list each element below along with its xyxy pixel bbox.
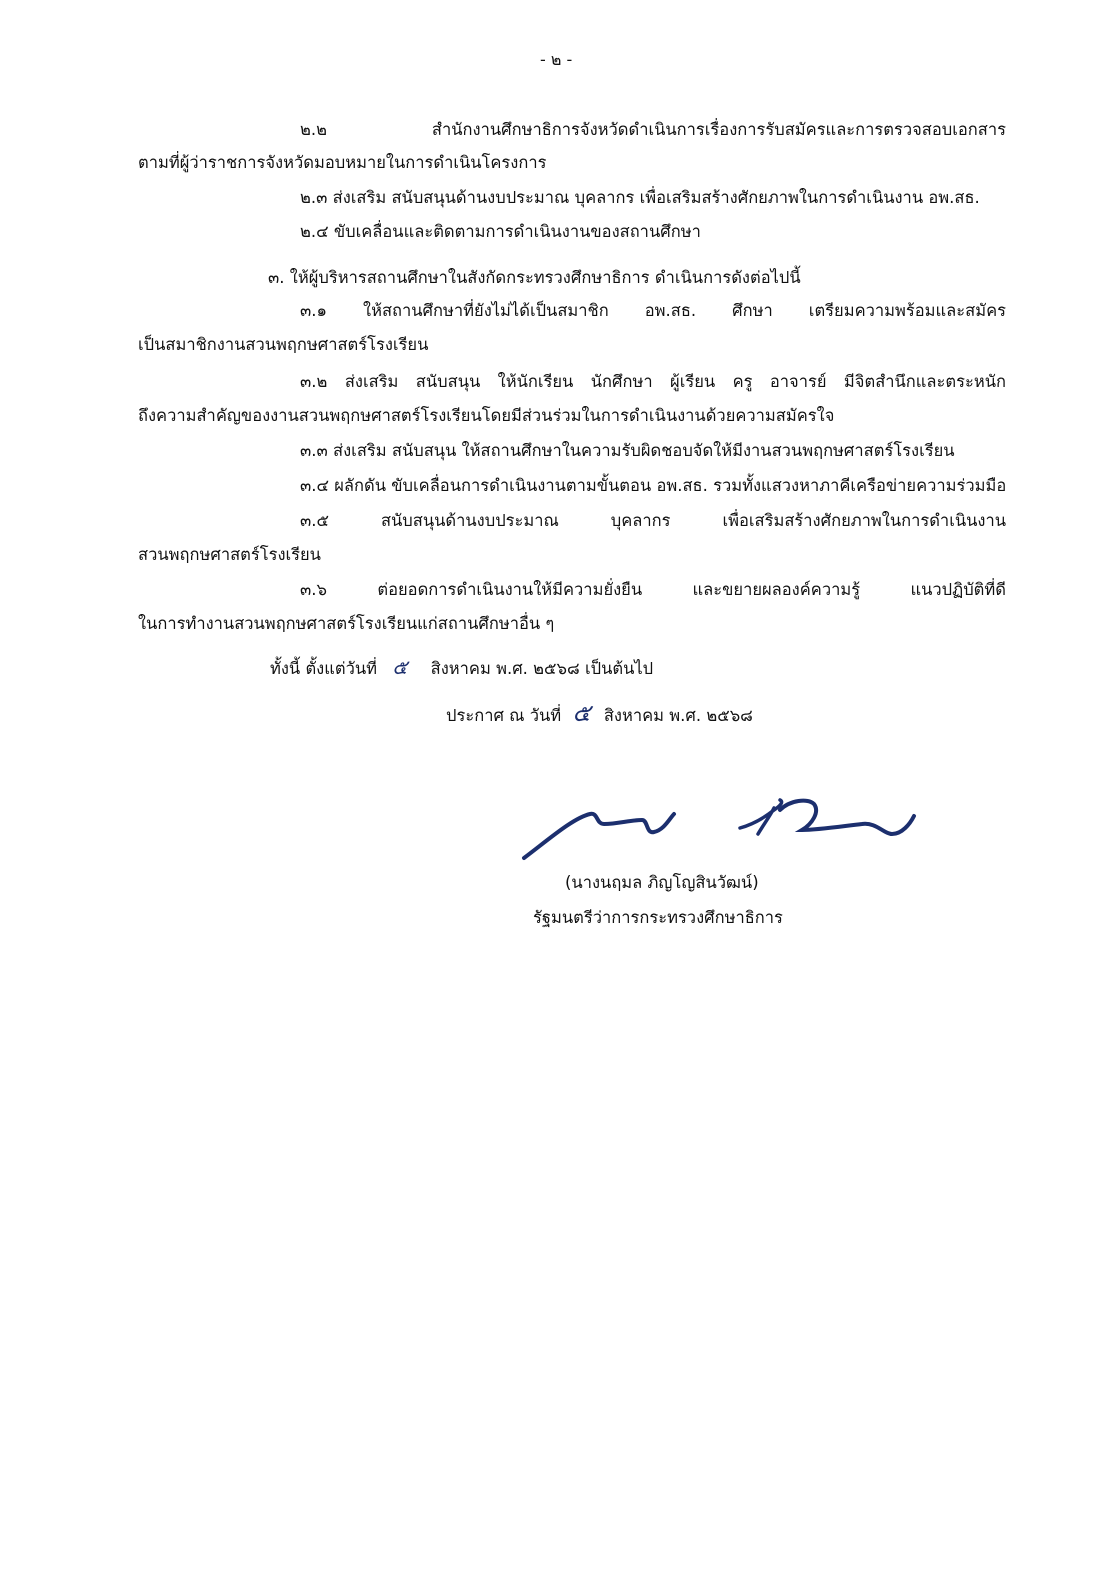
effective-suffix: สิงหาคม พ.ศ. ๒๕๖๘ เป็นต้นไป [430, 659, 654, 678]
item-3-5-line-2: สวนพฤกษศาสตร์โรงเรียน [138, 545, 321, 564]
item-3-2-line-2: ถึงความสำคัญของงานสวนพฤกษศาสตร์โรงเรียนโดยมีส่วนร่วมในการดำเนินงานด้วยความสมัครใจ [138, 406, 835, 425]
effective-date-line [270, 655, 653, 681]
signatory-position: รัฐมนตรีว่าการกระทรวงศึกษาธิการ [533, 908, 783, 927]
signature-image [518, 790, 918, 870]
page-number: - ๒ - [540, 50, 573, 69]
item-3-3: ๓.๓ ส่งเสริม สนับสนุน ให้สถานศึกษาในความรับผิดชอบจัดให้มีงานสวนพฤกษศาสตร์โรงเรียน [300, 441, 955, 460]
announced-suffix: สิงหาคม พ.ศ. ๒๕๖๘ [603, 706, 753, 725]
item-2-4: ๒.๔ ขับเคลื่อนและติดตามการดำเนินงานของสถานศึกษา [300, 222, 701, 241]
announcement-date-line [446, 701, 753, 728]
item-3-2-line-1: ๓.๒ ส่งเสริม สนับสนุน ให้นักเรียน นักศึกษา ผู้เรียน ครู อาจารย์ มีจิตสำนึกและตระหนัก [300, 372, 1006, 391]
item-3-1-line-1: ๓.๑ ให้สถานศึกษาที่ยังไม่ได้เป็นสมาชิก อพ.สธ. ศึกษา เตรียมความพร้อมและสมัคร [300, 301, 1006, 320]
item-3-4: ๓.๔ ผลักดัน ขับเคลื่อนการดำเนินงานตามขั้นตอน อพ.สธ. รวมทั้งแสวงหาภาคีเครือข่ายความร่วมมือ [300, 476, 1007, 495]
announced-day-handwritten: ๕ [572, 699, 591, 727]
item-2-2-line-1: ๒.๒ สำนักงานศึกษาธิการจังหวัดดำเนินการเรื่องการรับสมัครและการตรวจสอบเอกสาร [300, 120, 1006, 139]
signatory-name: (นางนฤมล ภิญโญสินวัฒน์) [565, 873, 759, 892]
effective-day-handwritten: ๕ [392, 655, 408, 679]
item-3-5-line-1: ๓.๕ สนับสนุนด้านงบประมาณ บุคลากร เพื่อเสริมสร้างศักยภาพในการดำเนินงาน [300, 511, 1006, 530]
effective-prefix: ทั้งนี้ ตั้งแต่วันที่ [270, 659, 378, 678]
item-3-1-line-2: เป็นสมาชิกงานสวนพฤกษศาสตร์โรงเรียน [138, 335, 429, 354]
announced-prefix: ประกาศ ณ วันที่ [446, 706, 562, 725]
item-3-6-line-1: ๓.๖ ต่อยอดการดำเนินงานให้มีความยั่งยืน และขยายผลองค์ความรู้ แนวปฏิบัติที่ดี [300, 580, 1006, 599]
item-2-3: ๒.๓ ส่งเสริม สนับสนุนด้านงบประมาณ บุคลากร เพื่อเสริมสร้างศักยภาพในการดำเนินงาน อพ.สธ. [300, 188, 980, 207]
item-3-heading: ๓. ให้ผู้บริหารสถานศึกษาในสังกัดกระทรวงศึกษาธิการ ดำเนินการดังต่อไปนี้ [268, 268, 801, 287]
item-3-6-line-2: ในการทำงานสวนพฤกษศาสตร์โรงเรียนแก่สถานศึกษาอื่น ๆ [138, 614, 555, 633]
item-2-2-line-2: ตามที่ผู้ว่าราชการจังหวัดมอบหมายในการดำเนินโครงการ [138, 153, 547, 172]
